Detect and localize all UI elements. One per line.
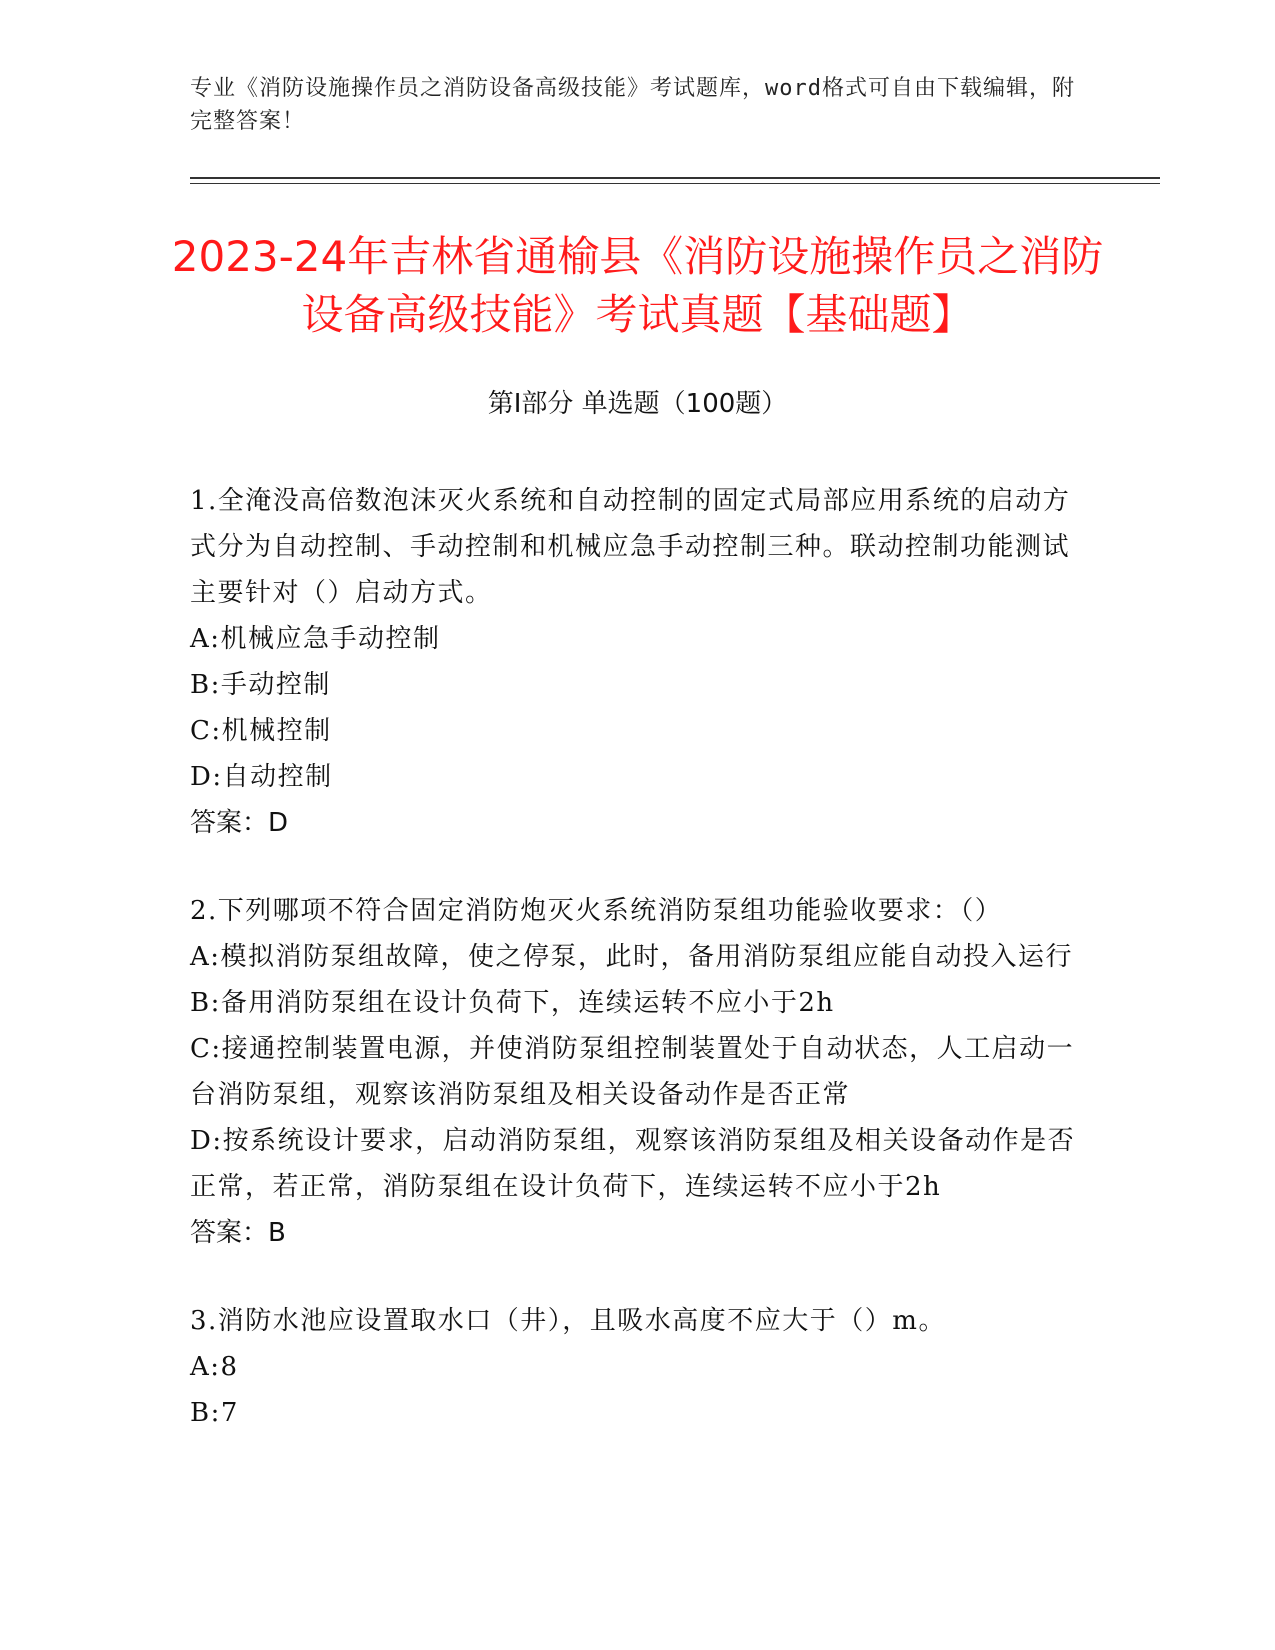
question-stem: 3.消防水池应设置取水口（井），且吸水高度不应大于（）m。 — [190, 1306, 946, 1336]
document-title: 2023-24年吉林省通榆县《消防设施操作员之消防设备高级技能》考试真题【基础题】 — [171, 232, 1104, 339]
section-title: 第Ⅰ部分 单选题（100题） — [487, 389, 788, 419]
option-b: B:备用消防泵组在设计负荷下，连续运转不应小于2h — [190, 988, 835, 1018]
option-c: C:机械控制 — [190, 716, 332, 746]
option-d: D:自动控制 — [190, 762, 333, 792]
option-d: D:按系统设计要求，启动消防泵组，观察该消防泵组及相关设备动作是否正常，若正常，消防泵组在设计负荷下，连续运转不应小于2h — [190, 1126, 1076, 1202]
option-a: A:机械应急手动控制 — [190, 624, 441, 654]
option-c: C:接通控制装置电源，并使消防泵组控制装置处于自动状态，人工启动一台消防泵组，观察该消防泵组及相关设备动作是否正常 — [190, 1034, 1075, 1110]
question-2 — [190, 888, 1080, 1256]
option-a: A:模拟消防泵组故障，使之停泵，此时，备用消防泵组应能自动投入运行 — [190, 942, 1074, 972]
answer-label: 答案：D — [190, 808, 289, 838]
question-stem: 2.下列哪项不符合固定消防炮灭火系统消防泵组功能验收要求：（） — [190, 896, 1003, 926]
header-note: 专业《消防设施操作员之消防设备高级技能》考试题库，word格式可自由下载编辑，附完整答案！ — [190, 76, 1075, 134]
option-a: A:8 — [190, 1352, 239, 1382]
question-list — [190, 478, 1080, 1478]
answer-label: 答案：B — [190, 1218, 286, 1248]
question-stem: 1.全淹没高倍数泡沫灭火系统和自动控制的固定式局部应用系统的启动方式分为自动控制、手动控制和机械应急手动控制三种。联动控制功能测试主要针对（）启动方式。 — [190, 486, 1071, 608]
header-rule-thick — [190, 177, 1160, 179]
option-b: B:7 — [190, 1398, 239, 1428]
header-rule-thin — [190, 183, 1160, 184]
option-b: B:手动控制 — [190, 670, 331, 700]
question-1 — [190, 478, 1080, 846]
question-3 — [190, 1298, 1080, 1436]
